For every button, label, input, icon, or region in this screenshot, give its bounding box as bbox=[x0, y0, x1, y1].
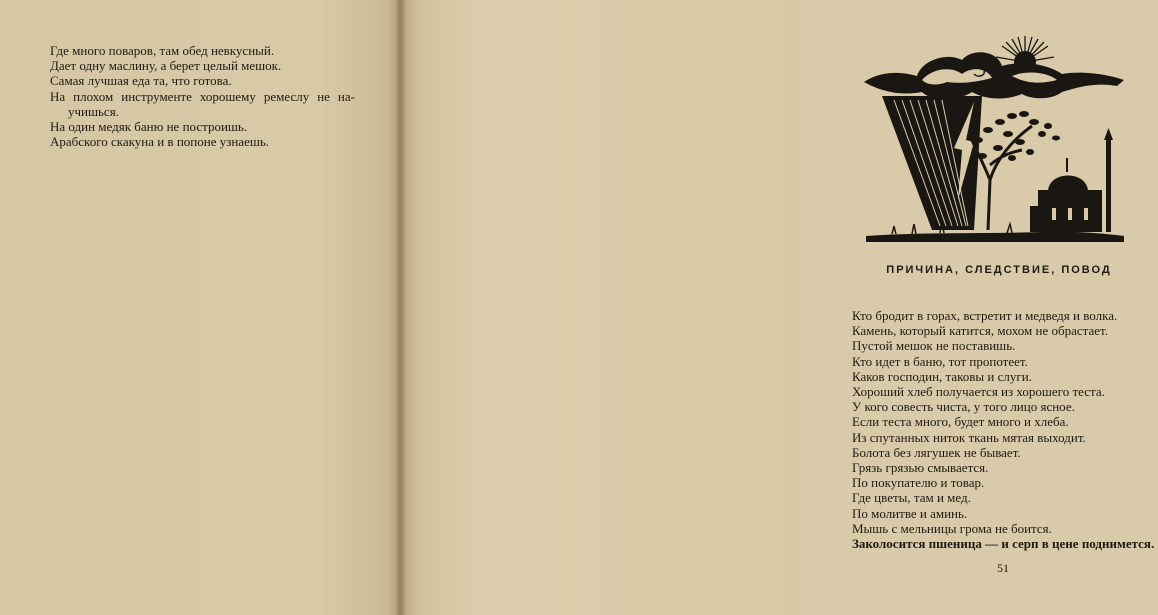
proverb-line: Кто идет в баню, тот пропотеет. bbox=[852, 353, 1028, 369]
left-proverbs-list bbox=[50, 43, 360, 149]
proverb-line: Дает одну маслину, а берет целый мешок. bbox=[50, 58, 282, 74]
proverb-line: По молитве и аминь. bbox=[852, 505, 968, 521]
right-proverbs-list bbox=[852, 308, 1155, 552]
proverb-line: По покупателю и товар. bbox=[852, 475, 985, 491]
proverb-line: Самая лучшая еда та, что готова. bbox=[50, 73, 232, 89]
right-page bbox=[400, 0, 1155, 615]
proverb-line: Болота без лягушек не бывает. bbox=[852, 444, 1021, 460]
proverb-line: Камень, который катится, мохом не обрастает. bbox=[852, 323, 1108, 339]
proverb-line: На плохом инструменте хорошему ремеслу не на- bbox=[50, 88, 355, 104]
proverb-line: Где цветы, там и мед. bbox=[852, 490, 971, 506]
mosque-icon bbox=[1030, 128, 1113, 232]
proverb-line: На один медяк баню не построишь. bbox=[50, 119, 248, 135]
section-title: ПРИЧИНА, СЛЕДСТВИЕ, ПОВОД bbox=[886, 264, 1112, 276]
proverb-line: Арабского скакуна и в попоне узнаешь. bbox=[50, 134, 270, 150]
cloud-icon bbox=[864, 52, 1124, 99]
proverb-line: Пустой мешок не поставишь. bbox=[852, 338, 1016, 354]
proverb-line-continuation: учишься. bbox=[68, 103, 119, 119]
proverb-line: Заколосится пшеница — и серп в цене поднимется. bbox=[852, 536, 1155, 552]
left-page bbox=[0, 0, 400, 615]
proverb-line: Если теста много, будет много и хлеба. bbox=[852, 414, 1069, 430]
proverb-line: Где много поваров, там обед невкусный. bbox=[50, 43, 275, 58]
proverb-line: Каков господин, таковы и слуги. bbox=[852, 368, 1032, 384]
proverb-line: Кто бродит в горах, встретит и медведя и волка. bbox=[852, 308, 1118, 323]
proverb-line: Хороший хлеб получается из хорошего теста. bbox=[852, 384, 1105, 400]
woodcut-storm-mosque-icon bbox=[862, 30, 1127, 245]
page-number: 51 bbox=[997, 561, 1009, 575]
proverb-line: Мышь с мельницы грома не боится. bbox=[852, 520, 1052, 536]
proverb-line: Из спутанных ниток ткань мятая выходит. bbox=[852, 429, 1086, 445]
proverb-line: Грязь грязью смывается. bbox=[852, 460, 989, 476]
book-gutter bbox=[396, 0, 406, 615]
rain-lightning-icon bbox=[882, 96, 982, 230]
proverb-line: У кого совесть чиста, у того лицо ясное. bbox=[852, 399, 1075, 415]
